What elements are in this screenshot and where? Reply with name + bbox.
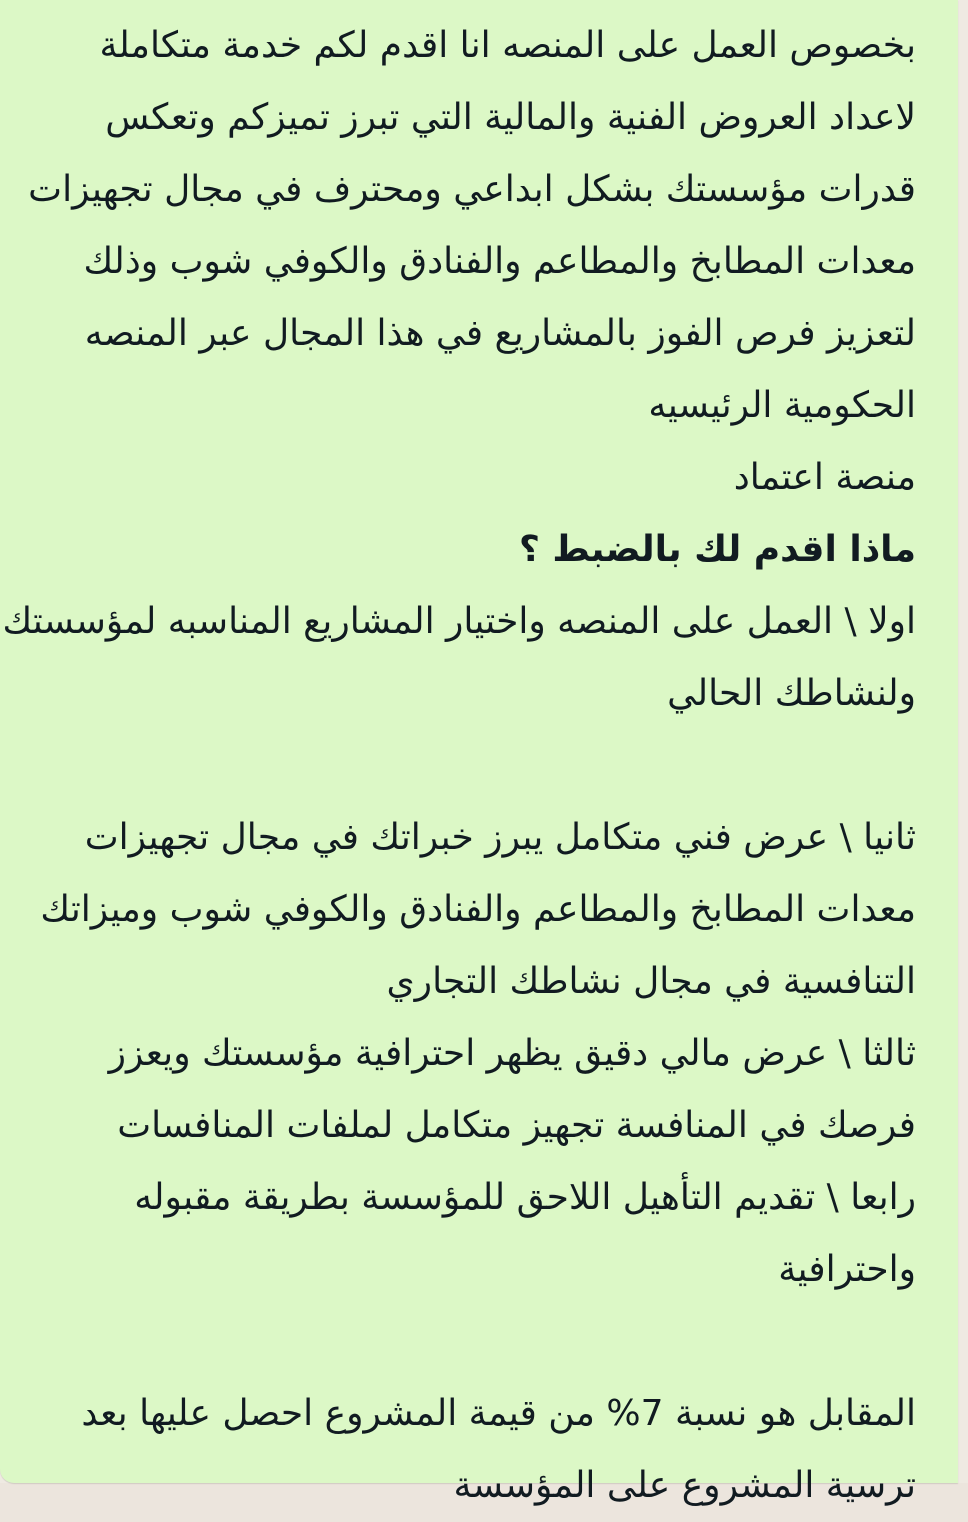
message-line-10: ولنشاطك الحالي [667,673,916,714]
message-line-4: معدات المطابخ والمطاعم والفنادق والكوفي شوب وذلك [83,241,916,282]
message-line-20: المقابل هو نسبة 7% من قيمة المشروع احصل عليها بعد [81,1393,916,1434]
message-line-15: ثالثا \ عرض مالي دقيق يظهر احترافية مؤسستك ويعزز [108,1033,916,1074]
message-heading: ماذا اقدم لك بالضبط ؟ [518,529,916,570]
message-line-12: ثانيا \ عرض فني متكامل يبرز خبراتك في مجال تجهيزات [84,817,916,858]
message-line-13: معدات المطابخ والمطاعم والفنادق والكوفي شوب وميزاتك [40,889,916,930]
message-line-9: اولا \ العمل على المنصه واختيار المشاريع المناسبه لمؤسستك [2,601,916,642]
message-line-21: ترسية المشروع على المؤسسة [453,1465,916,1506]
message-line-18: واحترافية [778,1249,916,1290]
message-line-14: التنافسية في مجال نشاطك التجاري [386,961,916,1002]
message-line-1: بخصوص العمل على المنصه انا اقدم لكم خدمة متكاملة [99,25,916,66]
message-line-3: قدرات مؤسستك بشكل ابداعي ومحترف في مجال تجهيزات [28,169,916,210]
message-line-5: لتعزيز فرص الفوز بالمشاريع في هذا المجال عبر المنصه [84,313,916,354]
message-line-17: رابعا \ تقديم التأهيل اللاحق للمؤسسة بطريقة مقبوله [134,1177,916,1218]
message-line-2: لاعداد العروض الفنية والمالية التي تبرز تميزكم وتعكس [105,97,916,138]
message-line-7: منصة اعتماد [733,457,916,498]
message-line-6: الحكومية الرئيسيه [648,385,916,426]
message-blank-line-2 [26,1306,916,1378]
message-text [2,10,916,1522]
message-blank-line [26,730,916,802]
message-line-16: فرصك في المنافسة تجهيز متكامل لملفات المنافسات [117,1105,916,1146]
